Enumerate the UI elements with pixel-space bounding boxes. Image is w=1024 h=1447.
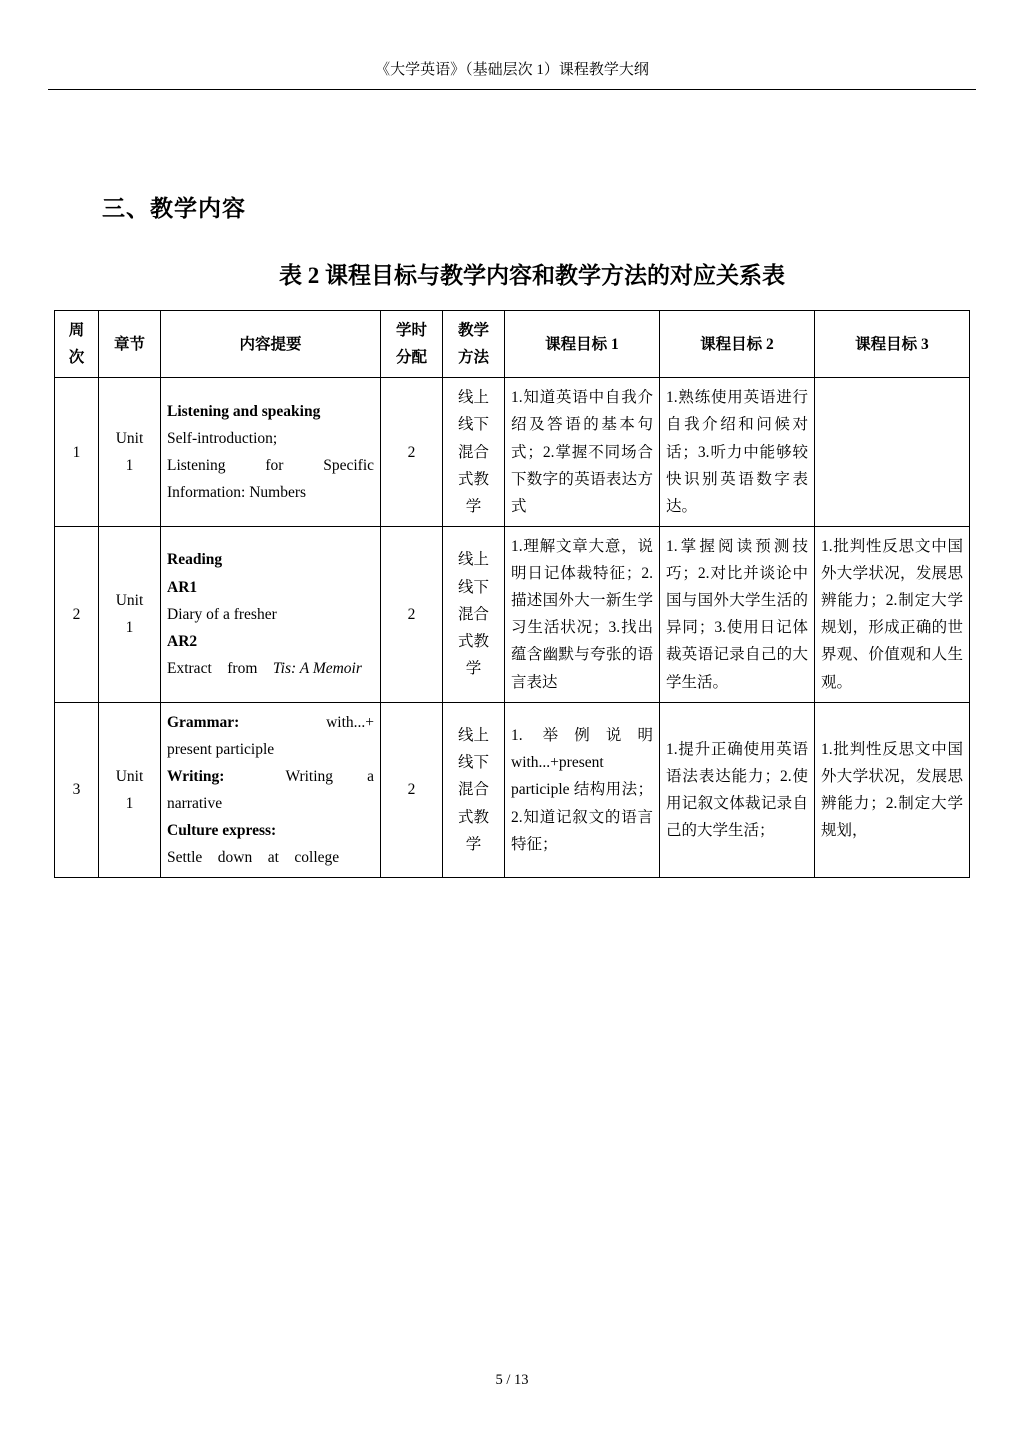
cell-hours: 2 (381, 526, 443, 702)
section-heading: 三、教学内容 (102, 196, 246, 221)
outline-culture: Culture express: Settle down at college (167, 822, 340, 867)
cell-hours: 2 (381, 378, 443, 527)
cell-chapter: Unit 1 (99, 702, 161, 878)
cell-method: 线上 线下 混合 式教 学 (443, 378, 505, 527)
column-header-outline: 内容提要 (161, 311, 381, 378)
cell-method: 线上 线下 混合 式教 学 (443, 702, 505, 878)
column-header-hours: 学时 分配 (381, 311, 443, 378)
table-row (55, 526, 970, 702)
column-header-chapter: 章节 (99, 311, 161, 378)
cell-outline: Reading AR1 Diary of a fresher AR2 Extract from Tis: A Memoir (161, 526, 381, 702)
table-title: 表 2 课程目标与教学内容和教学方法的对应关系表 (279, 263, 785, 288)
column-header-goal1: 课程目标 1 (505, 311, 660, 378)
cell-goal1: 1.理解文章大意，说明日记体裁特征；2.描述国外大一新生学习生活状况；3.找出蕴含幽默与夸张的语言表达 (505, 526, 660, 702)
page-footer (0, 1372, 1024, 1389)
column-header-method: 教学 方法 (443, 311, 505, 378)
cell-week: 3 (55, 702, 99, 878)
column-header-goal3: 课程目标 3 (815, 311, 970, 378)
course-objectives-table (54, 310, 970, 878)
cell-outline (161, 702, 381, 878)
table-row (55, 702, 970, 878)
outline-text-title: Tis: A Memoir (272, 659, 362, 677)
cell-week: 1 (55, 378, 99, 527)
outline-writing: Writing: Writing a narrative (167, 767, 374, 812)
cell-goal2: 1.提升正确使用英语语法表达能力；2.使用记叙文体裁记录自己的大学生活； (660, 702, 815, 878)
cell-goal3 (815, 378, 970, 527)
cell-week: 2 (55, 526, 99, 702)
table-row (55, 378, 970, 527)
page-number: 5 / 13 (495, 1372, 529, 1388)
page-header (48, 60, 976, 89)
cell-outline: Listening and speaking Self-introduction; Listening for Specific Information: Numbers (161, 378, 381, 527)
cell-goal2: 1.掌握阅读预测技巧；2.对比并谈论中国与国外大学生活的异同；3.使用日记体裁英语记录自己的大学生活。 (660, 526, 815, 702)
cell-goal3: 1.批判性反思文中国外大学状况，发展思辨能力；2.制定大学规划，形成正确的世界观、价值观和人生观。 (815, 526, 970, 702)
cell-goal1: 1. 举例说明with...+present participle 结构用法；2.知道记叙文的语言特征； (505, 702, 660, 878)
cell-hours: 2 (381, 702, 443, 878)
outline-text-extract: Extract from (167, 659, 273, 677)
cell-chapter: Unit 1 (99, 526, 161, 702)
cell-goal3: 1.批判性反思文中国外大学状况，发展思辨能力；2.制定大学规划， (815, 702, 970, 878)
column-header-week: 周 次 (55, 311, 99, 378)
cell-method: 线上 线下 混合 式教 学 (443, 526, 505, 702)
header-divider (48, 89, 976, 90)
cell-chapter: Unit 1 (99, 378, 161, 527)
running-title: 《大学英语》（基础层次 1）课程教学大纲 (375, 62, 649, 78)
cell-goal1: 1.知道英语中自我介绍及答语的基本句式；2.掌握不同场合下数字的英语表达方式 (505, 378, 660, 527)
cell-goal2: 1.熟练使用英语进行自我介绍和问候对话；3.听力中能够较快识别英语数字表达。 (660, 378, 815, 527)
outline-grammar: Grammar: with...+ present participle (167, 713, 374, 758)
column-header-goal2: 课程目标 2 (660, 311, 815, 378)
table-header-row (55, 311, 970, 378)
